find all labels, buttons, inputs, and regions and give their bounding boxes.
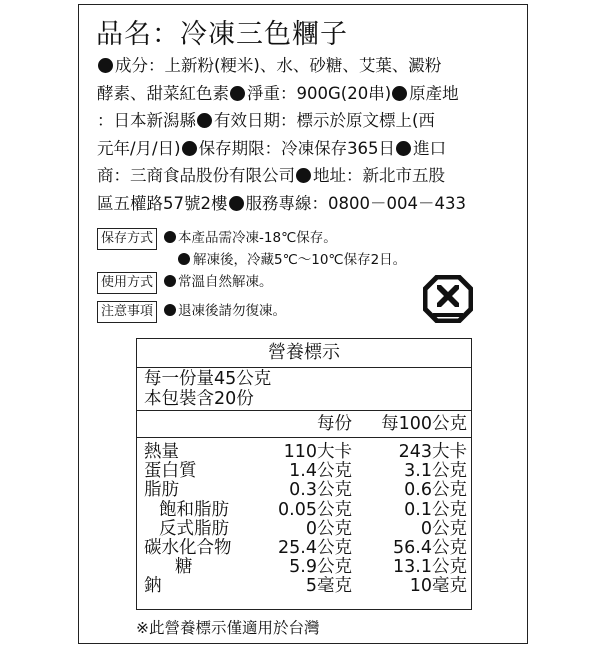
bullet-icon (197, 113, 212, 128)
notes-text (163, 301, 286, 322)
per-100g-value: 0.6公克 (404, 480, 467, 501)
info-line (97, 80, 517, 108)
info-segment: 商：三商食品股份有限公司 (97, 166, 295, 185)
per-serving-value: 0公克 (305, 518, 352, 539)
per-100g-value: 0.1公克 (404, 499, 467, 520)
nutrition-table (136, 338, 472, 610)
bullet-icon (98, 58, 113, 73)
product-info (97, 52, 517, 217)
per-100g-value: 0公克 (420, 518, 467, 539)
per-100g-value: 10毫克 (409, 576, 467, 597)
bullet-icon (164, 231, 176, 243)
bullet-icon (164, 304, 176, 316)
table-row (137, 501, 471, 520)
footnote: ※此營養標示僅適用於台灣 (136, 619, 320, 637)
table-row (137, 462, 471, 481)
info-segment: 元年/月/日) (97, 138, 181, 158)
table-row (137, 520, 471, 539)
usage-row (97, 272, 273, 296)
info-line (97, 52, 517, 80)
table-row (137, 443, 471, 462)
info-line (97, 190, 517, 218)
nutrient-name: 脂肪 (144, 480, 179, 501)
info-segment: 保存期限：冷凍保存365日 (198, 138, 396, 158)
bullet-icon (296, 168, 311, 183)
per-serving-value: 5毫克 (305, 576, 352, 597)
info-segment: 原產地 (409, 83, 459, 103)
info-segment: 酵素、甜菜紅色素 (97, 83, 229, 103)
usage-label: 使用方式 (97, 272, 157, 294)
info-segment: 區五權路57號2樓 (97, 193, 228, 213)
info-segment: 有效日期：標示於原文標上(西 (214, 111, 435, 130)
usage-line: 常溫自然解凍。 (178, 274, 273, 290)
bullet-icon (229, 196, 244, 211)
notes-line: 退凍後請勿復凍。 (178, 303, 287, 319)
recycle-icon (423, 275, 473, 323)
nutrient-name: 碳水化合物 (144, 537, 232, 558)
nutrient-name: 蛋白質 (144, 461, 197, 482)
serving-info (137, 368, 471, 411)
nutrition-header (137, 411, 471, 438)
per-100g-value: 3.1公克 (404, 461, 467, 482)
col-per-100g-header: 每100公克 (381, 414, 467, 434)
per-serving-value: 110大卡 (283, 442, 352, 462)
per-100g-value: 13.1公克 (393, 557, 467, 578)
nutrient-name: 飽和脂肪 (159, 499, 229, 520)
bullet-icon (182, 141, 197, 156)
bullet-icon (396, 141, 411, 156)
bullet-icon (178, 253, 190, 265)
storage-label: 保存方式 (97, 228, 157, 250)
info-segment: 淨重：900G(20串) (247, 83, 392, 103)
info-segment: 地址：新北市五股 (313, 166, 445, 185)
info-line (97, 107, 517, 135)
storage-row-2 (177, 248, 406, 268)
storage-line: 本產品需冷凍-18℃保存。 (178, 230, 337, 246)
per-serving-value: 1.4公克 (289, 461, 352, 482)
per-serving-value: 0.3公克 (289, 480, 352, 501)
per-100g-value: 243大卡 (398, 442, 467, 462)
nutrient-name: 糖 (175, 557, 193, 578)
per-serving-value: 5.9公克 (289, 557, 352, 578)
nutrient-name: 熱量 (144, 442, 179, 462)
table-row (137, 577, 471, 596)
table-row (137, 558, 471, 577)
notes-row (97, 301, 286, 325)
per-serving-value: 0.05公克 (278, 499, 352, 520)
nutrient-name: 反式脂肪 (159, 518, 229, 539)
storage-text (163, 228, 337, 249)
per-100g-value: 56.4公克 (393, 537, 467, 558)
product-title: 品名：冷凍三色糰子 (96, 19, 348, 50)
nutrient-name: 鈉 (144, 576, 162, 597)
notes-label: 注意事項 (97, 301, 157, 323)
info-line (97, 162, 517, 190)
storage-line: 解凍後，冷藏5℃～10℃保存2日。 (193, 252, 407, 268)
usage-text (163, 272, 273, 293)
info-segment: ：日本新潟縣 (97, 111, 196, 130)
col-per-serving-header: 每份 (317, 414, 352, 434)
table-row (137, 481, 471, 500)
servings-per-package: 本包裝含20份 (144, 389, 254, 409)
nutrition-rows (137, 438, 471, 597)
nutrition-title: 營養標示 (137, 339, 471, 368)
info-segment: 成分：上新粉(粳米)、水、砂糖、艾葉、澱粉 (115, 56, 442, 75)
bullet-icon (164, 275, 176, 287)
bullet-icon (230, 86, 245, 101)
per-serving-value: 25.4公克 (278, 537, 352, 558)
table-row (137, 539, 471, 558)
bullet-icon (392, 86, 407, 101)
info-segment: 進口 (413, 138, 447, 158)
info-segment: 服務專線：0800－004－433 (245, 193, 466, 213)
serving-size: 每一份量45公克 (144, 369, 272, 389)
info-line (97, 135, 517, 163)
